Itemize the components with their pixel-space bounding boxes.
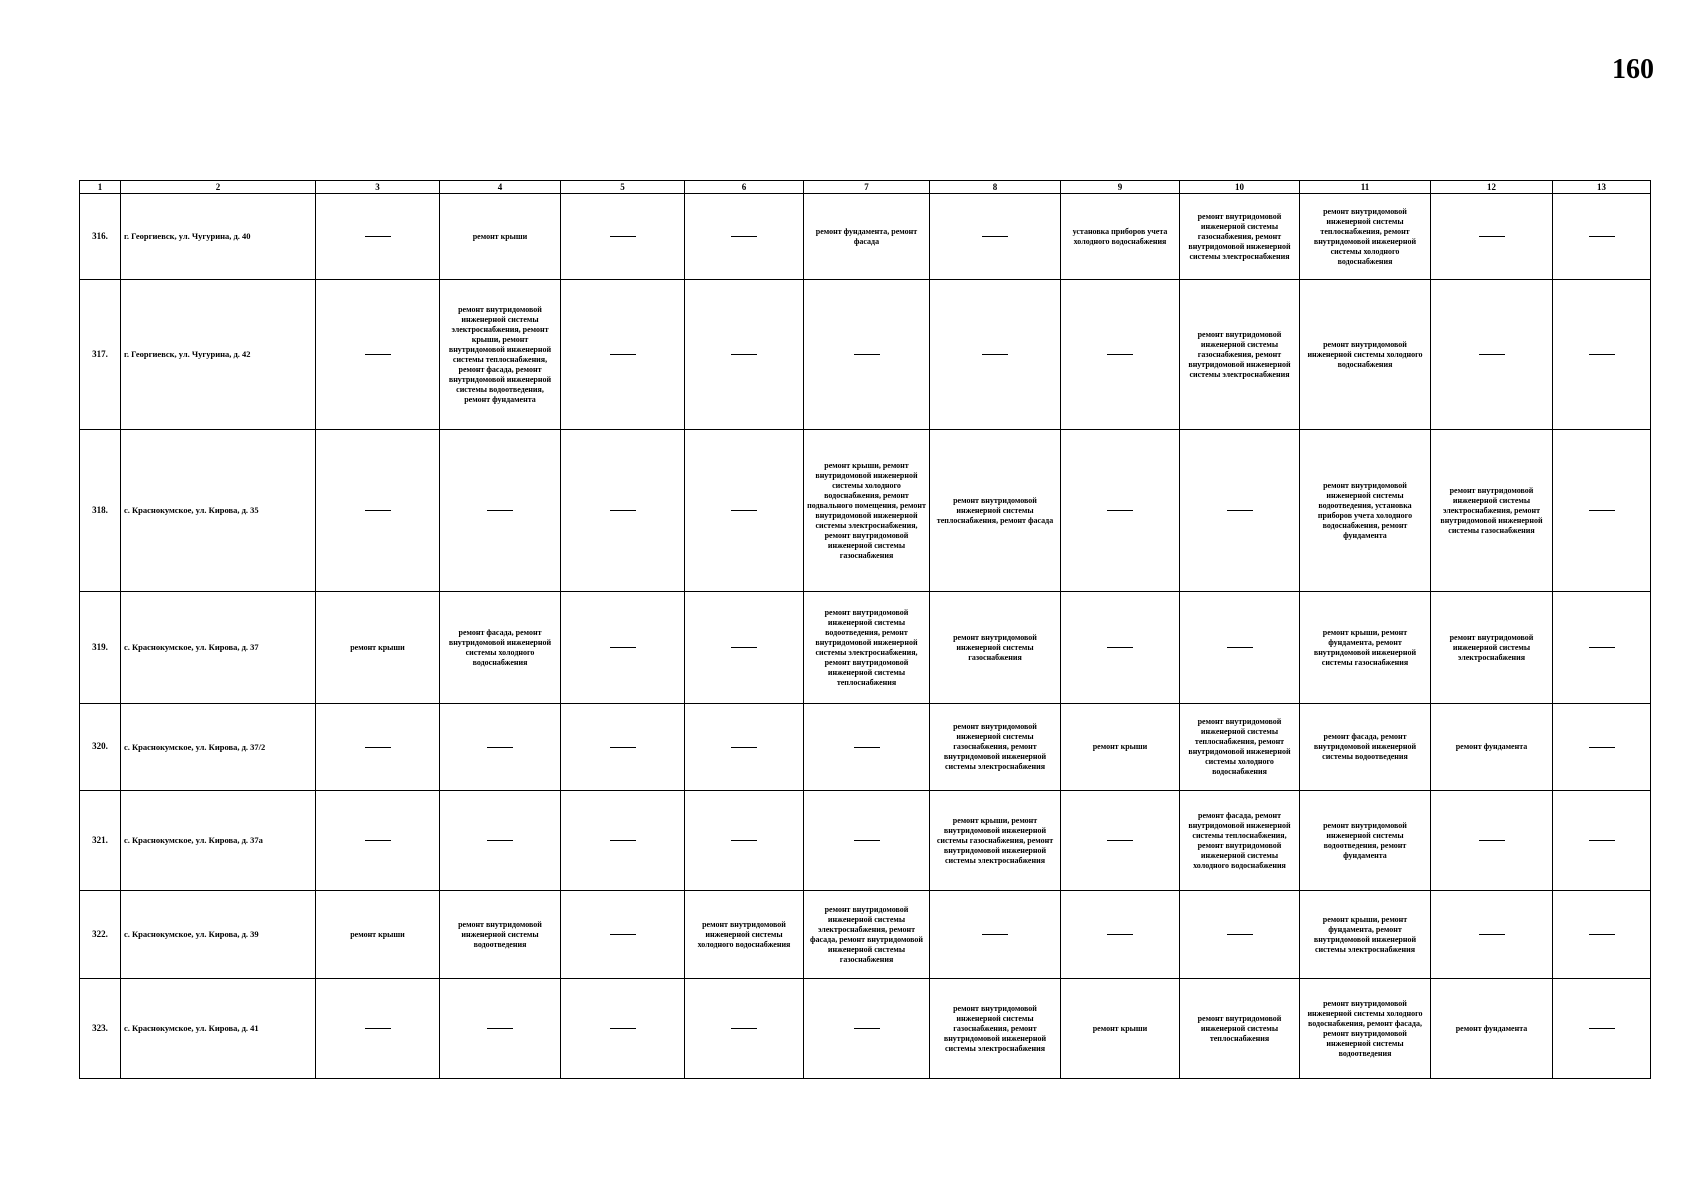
empty-cell [1431,891,1553,979]
dash-mark [1479,236,1505,237]
empty-cell [561,979,685,1079]
empty-cell [804,979,930,1079]
work-type-cell: ремонт фундамента, ремонт фасада [804,194,930,280]
dash-mark [610,1028,636,1029]
dash-mark [610,236,636,237]
dash-mark [1107,510,1133,511]
column-number: 12 [1431,181,1553,194]
table-row [80,430,1651,592]
row-number: 320. [80,704,121,791]
empty-cell [930,891,1061,979]
empty-cell [930,280,1061,430]
empty-cell [685,791,804,891]
empty-cell [685,430,804,592]
empty-cell [1553,979,1651,1079]
dash-mark [731,647,757,648]
work-type-cell: ремонт фасада, ремонт внутридомовой инженерной системы холодного водоснабжения [440,592,561,704]
work-type-cell: ремонт крыши [1061,979,1180,1079]
column-number: 5 [561,181,685,194]
dash-mark [854,354,880,355]
column-number: 11 [1300,181,1431,194]
dash-mark [731,840,757,841]
work-type-cell: ремонт внутридомовой инженерной системы теплоснабжения, ремонт фасада [930,430,1061,592]
row-number: 321. [80,791,121,891]
work-type-cell: ремонт фундамента [1431,979,1553,1079]
dash-mark [610,647,636,648]
table-row [80,979,1651,1079]
dash-mark [1479,840,1505,841]
row-number: 323. [80,979,121,1079]
row-number: 317. [80,280,121,430]
dash-mark [487,840,513,841]
address-cell: г. Георгиевск, ул. Чугурина, д. 42 [121,280,316,430]
column-number-row [80,181,1651,194]
dash-mark [1589,236,1615,237]
dash-mark [1479,934,1505,935]
dash-mark [1107,934,1133,935]
dash-mark [731,354,757,355]
work-type-cell: ремонт внутридомовой инженерной системы теплоснабжения, ремонт внутридомовой инженерной системы холодного водоснабжения [1300,194,1431,280]
dash-mark [487,1028,513,1029]
dash-mark [982,354,1008,355]
work-type-cell: ремонт внутридомовой инженерной системы газоснабжения, ремонт внутридомовой инженерной системы электроснабжения [1180,194,1300,280]
work-type-cell: ремонт внутридомовой инженерной системы газоснабжения [930,592,1061,704]
empty-cell [1553,791,1651,891]
empty-cell [316,430,440,592]
dash-mark [610,840,636,841]
empty-cell [561,280,685,430]
empty-cell [316,979,440,1079]
empty-cell [1180,891,1300,979]
work-type-cell: ремонт внутридомовой инженерной системы водоотведения, установка приборов учета холодного водоснабжения, ремонт фундамента [1300,430,1431,592]
empty-cell [804,704,930,791]
work-type-cell: ремонт внутридомовой инженерной системы электроснабжения, ремонт крыши, ремонт внутридомовой инженерной системы теплоснабжения, ремонт фасада, ремонт внутридомовой инженерной системы водоотведения, ремонт фундамента [440,280,561,430]
dash-mark [487,747,513,748]
dash-mark [610,510,636,511]
column-number: 10 [1180,181,1300,194]
empty-cell [804,280,930,430]
empty-cell [1431,791,1553,891]
empty-cell [561,704,685,791]
empty-cell [1553,280,1651,430]
dash-mark [365,840,391,841]
dash-mark [982,236,1008,237]
work-type-cell: ремонт внутридомовой инженерной системы газоснабжения, ремонт внутридомовой инженерной системы электроснабжения [1180,280,1300,430]
address-cell: с. Краснокумское, ул. Кирова, д. 35 [121,430,316,592]
work-type-cell: ремонт внутридомовой инженерной системы газоснабжения, ремонт внутридомовой инженерной системы электроснабжения [930,704,1061,791]
empty-cell [685,979,804,1079]
column-number: 4 [440,181,561,194]
work-type-cell: ремонт крыши [316,592,440,704]
work-type-cell: ремонт внутридомовой инженерной системы холодного водоснабжения [1300,280,1431,430]
empty-cell [561,891,685,979]
address-cell: с. Краснокумское, ул. Кирова, д. 39 [121,891,316,979]
empty-cell [440,704,561,791]
column-number: 8 [930,181,1061,194]
work-type-cell: ремонт внутридомовой инженерной системы водоотведения, ремонт внутридомовой инженерной системы электроснабжения, ремонт внутридомовой инженерной системы теплоснабжения [804,592,930,704]
dash-mark [1589,647,1615,648]
dash-mark [1589,934,1615,935]
work-type-cell: ремонт крыши, ремонт фундамента, ремонт внутридомовой инженерной системы электроснабжения [1300,891,1431,979]
work-type-cell: ремонт внутридомовой инженерной системы холодного водоснабжения [685,891,804,979]
capital-repair-table [79,180,1651,1079]
empty-cell [1061,791,1180,891]
row-number: 322. [80,891,121,979]
work-type-cell: ремонт фасада, ремонт внутридомовой инженерной системы теплоснабжения, ремонт внутридомовой инженерной системы холодного водоснабжения [1180,791,1300,891]
dash-mark [365,747,391,748]
dash-mark [1107,354,1133,355]
empty-cell [316,704,440,791]
dash-mark [1479,354,1505,355]
dash-mark [731,1028,757,1029]
row-number: 316. [80,194,121,280]
empty-cell [561,791,685,891]
dash-mark [610,354,636,355]
empty-cell [1061,280,1180,430]
dash-mark [610,747,636,748]
address-cell: с. Краснокумское, ул. Кирова, д. 37 [121,592,316,704]
dash-mark [1589,747,1615,748]
empty-cell [1180,592,1300,704]
work-type-cell: ремонт внутридомовой инженерной системы холодного водоснабжения, ремонт фасада, ремонт внутридомовой инженерной системы водоотведения [1300,979,1431,1079]
empty-cell [1553,592,1651,704]
dash-mark [854,840,880,841]
dash-mark [610,934,636,935]
dash-mark [731,747,757,748]
dash-mark [365,236,391,237]
table-row [80,791,1651,891]
empty-cell [685,194,804,280]
address-cell: с. Краснокумское, ул. Кирова, д. 37а [121,791,316,891]
work-type-cell: ремонт внутридомовой инженерной системы теплоснабжения [1180,979,1300,1079]
column-number: 7 [804,181,930,194]
column-number: 13 [1553,181,1651,194]
empty-cell [440,430,561,592]
address-cell: г. Георгиевск, ул. Чугурина, д. 40 [121,194,316,280]
empty-cell [1431,194,1553,280]
table-row [80,891,1651,979]
empty-cell [685,592,804,704]
empty-cell [440,791,561,891]
empty-cell [561,194,685,280]
work-type-cell: ремонт внутридомовой инженерной системы электроснабжения, ремонт фасада, ремонт внутридомовой инженерной системы газоснабжения [804,891,930,979]
column-number: 6 [685,181,804,194]
work-type-cell: ремонт внутридомовой инженерной системы теплоснабжения, ремонт внутридомовой инженерной системы холодного водоснабжения [1180,704,1300,791]
empty-cell [1431,280,1553,430]
dash-mark [982,934,1008,935]
address-cell: с. Краснокумское, ул. Кирова, д. 37/2 [121,704,316,791]
empty-cell [1061,891,1180,979]
work-type-cell: ремонт внутридомовой инженерной системы электроснабжения [1431,592,1553,704]
empty-cell [1553,194,1651,280]
empty-cell [561,592,685,704]
dash-mark [1227,934,1253,935]
empty-cell [1061,592,1180,704]
dash-mark [365,510,391,511]
dash-mark [1589,840,1615,841]
page-number: 160 [1612,54,1654,85]
table-row [80,280,1651,430]
column-number: 2 [121,181,316,194]
dash-mark [854,747,880,748]
table-row [80,592,1651,704]
dash-mark [1227,510,1253,511]
empty-cell [1553,891,1651,979]
empty-cell [685,704,804,791]
work-type-cell: установка приборов учета холодного водоснабжения [1061,194,1180,280]
dash-mark [1589,354,1615,355]
dash-mark [854,1028,880,1029]
empty-cell [561,430,685,592]
work-type-cell: ремонт фундамента [1431,704,1553,791]
work-type-cell: ремонт крыши [440,194,561,280]
table-row [80,704,1651,791]
dash-mark [365,1028,391,1029]
work-type-cell: ремонт крыши, ремонт фундамента, ремонт внутридомовой инженерной системы газоснабжения [1300,592,1431,704]
work-type-cell: ремонт крыши [1061,704,1180,791]
empty-cell [930,194,1061,280]
dash-mark [731,236,757,237]
dash-mark [1227,647,1253,648]
work-type-cell: ремонт внутридомовой инженерной системы электроснабжения, ремонт внутридомовой инженерной системы газоснабжения [1431,430,1553,592]
work-type-cell: ремонт фасада, ремонт внутридомовой инженерной системы водоотведения [1300,704,1431,791]
empty-cell [1553,430,1651,592]
work-type-cell: ремонт крыши [316,891,440,979]
dash-mark [1107,647,1133,648]
empty-cell [316,791,440,891]
dash-mark [365,354,391,355]
work-type-cell: ремонт крыши, ремонт внутридомовой инженерной системы холодного водоснабжения, ремонт подвального помещения, ремонт внутридомовой инженерной системы электроснабжения, ремонт внутридомовой инженерной системы газоснабжения [804,430,930,592]
work-type-cell: ремонт крыши, ремонт внутридомовой инженерной системы газоснабжения, ремонт внутридомовой инженерной системы электроснабжения [930,791,1061,891]
empty-cell [316,280,440,430]
work-type-cell: ремонт внутридомовой инженерной системы водоотведения [440,891,561,979]
empty-cell [685,280,804,430]
empty-cell [1180,430,1300,592]
dash-mark [487,510,513,511]
empty-cell [1061,430,1180,592]
empty-cell [804,791,930,891]
dash-mark [731,510,757,511]
row-number: 318. [80,430,121,592]
dash-mark [1589,510,1615,511]
work-type-cell: ремонт внутридомовой инженерной системы водоотведения, ремонт фундамента [1300,791,1431,891]
dash-mark [1589,1028,1615,1029]
column-number: 3 [316,181,440,194]
row-number: 319. [80,592,121,704]
empty-cell [440,979,561,1079]
empty-cell [316,194,440,280]
work-type-cell: ремонт внутридомовой инженерной системы газоснабжения, ремонт внутридомовой инженерной системы электроснабжения [930,979,1061,1079]
column-number: 9 [1061,181,1180,194]
dash-mark [1107,840,1133,841]
table-row [80,194,1651,280]
empty-cell [1553,704,1651,791]
column-number: 1 [80,181,121,194]
address-cell: с. Краснокумское, ул. Кирова, д. 41 [121,979,316,1079]
